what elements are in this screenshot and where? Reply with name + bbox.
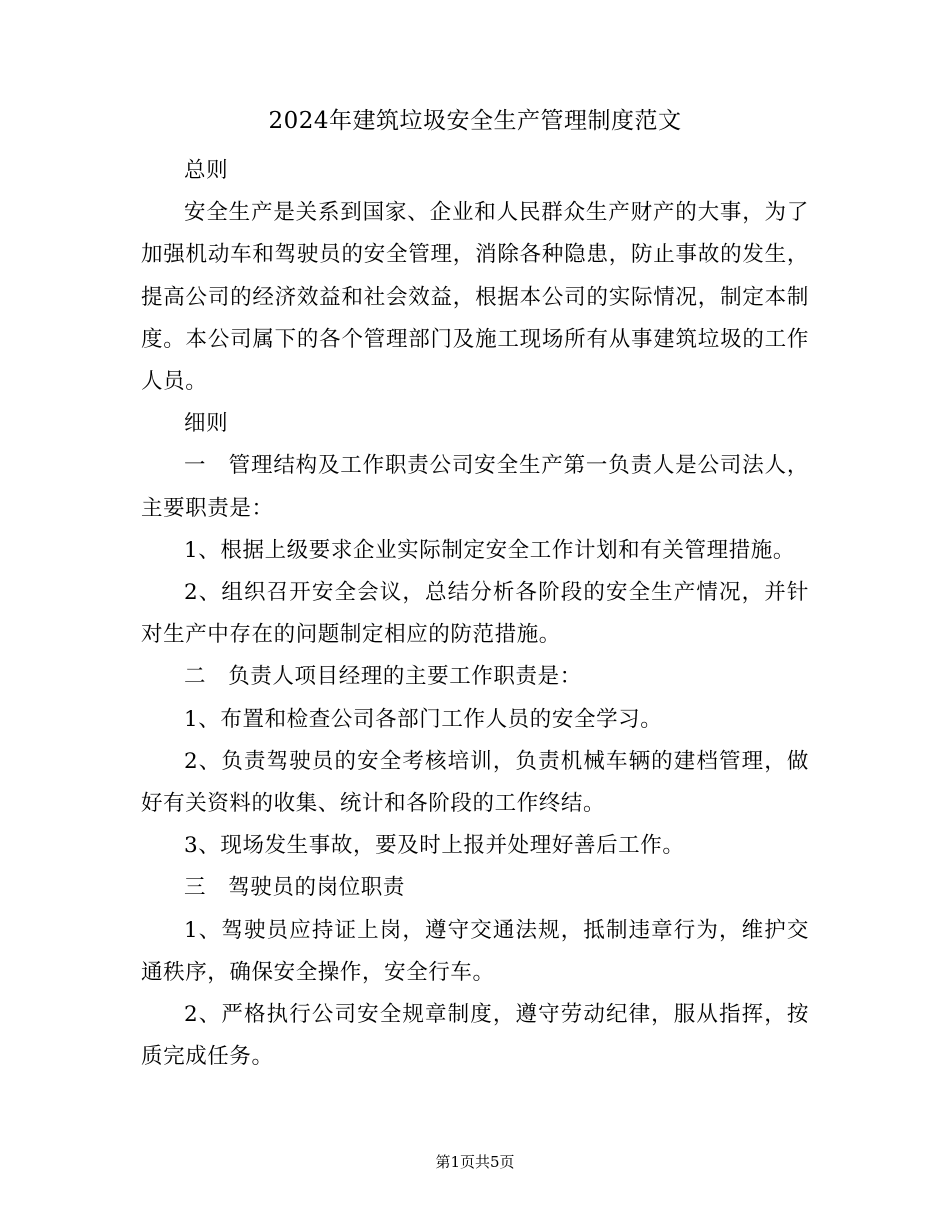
section-two-heading: 二 负责人项目经理的主要工作职责是：	[184, 664, 582, 690]
section-heading-details: 细则	[184, 411, 229, 437]
list-item: 1、驾驶员应持证上岗，遵守交通法规，抵制违章行为，维护交通秩序，确保安全操作，安全行车。	[141, 917, 809, 985]
list-item: 3、现场发生事故，要及时上报并处理好善后工作。	[184, 833, 685, 859]
paragraph-intro: 安全生产是关系到国家、企业和人民群众生产财产的大事，为了加强机动车和驾驶员的安全管理，消除各种隐患，防止事故的发生，提高公司的经济效益和社会效益，根据本公司的实际情况，制定本制度。本公司属下的各个管理部门及施工现场所有从事建筑垃圾的工作人员。	[141, 200, 809, 395]
document-body	[141, 150, 809, 1078]
list-item: 2、负责驾驶员的安全考核培训，负责机械车辆的建档管理，做好有关资料的收集、统计和各阶段的工作终结。	[141, 748, 809, 817]
section-heading-general: 总则	[184, 158, 229, 183]
list-item: 2、严格执行公司安全规章制度，遵守劳动纪律，服从指挥，按质完成任务。	[141, 1002, 809, 1070]
section-one-heading: 一 管理结构及工作职责公司安全生产第一负责人是公司法人，主要职责是：	[141, 453, 809, 521]
document-title: 2024年建筑垃圾安全生产管理制度范文	[268, 108, 682, 134]
list-item: 1、根据上级要求企业实际制定安全工作计划和有关管理措施。	[184, 537, 795, 563]
page-number: 第1页共5页	[435, 1153, 515, 1171]
list-item: 1、布置和检查公司各部门工作人员的安全学习。	[184, 706, 663, 732]
section-three-heading: 三 驾驶员的岗位职责	[184, 875, 406, 901]
list-item: 2、组织召开安全会议，总结分析各阶段的安全生产情况，并针对生产中存在的问题制定相应的防范措施。	[141, 580, 809, 648]
